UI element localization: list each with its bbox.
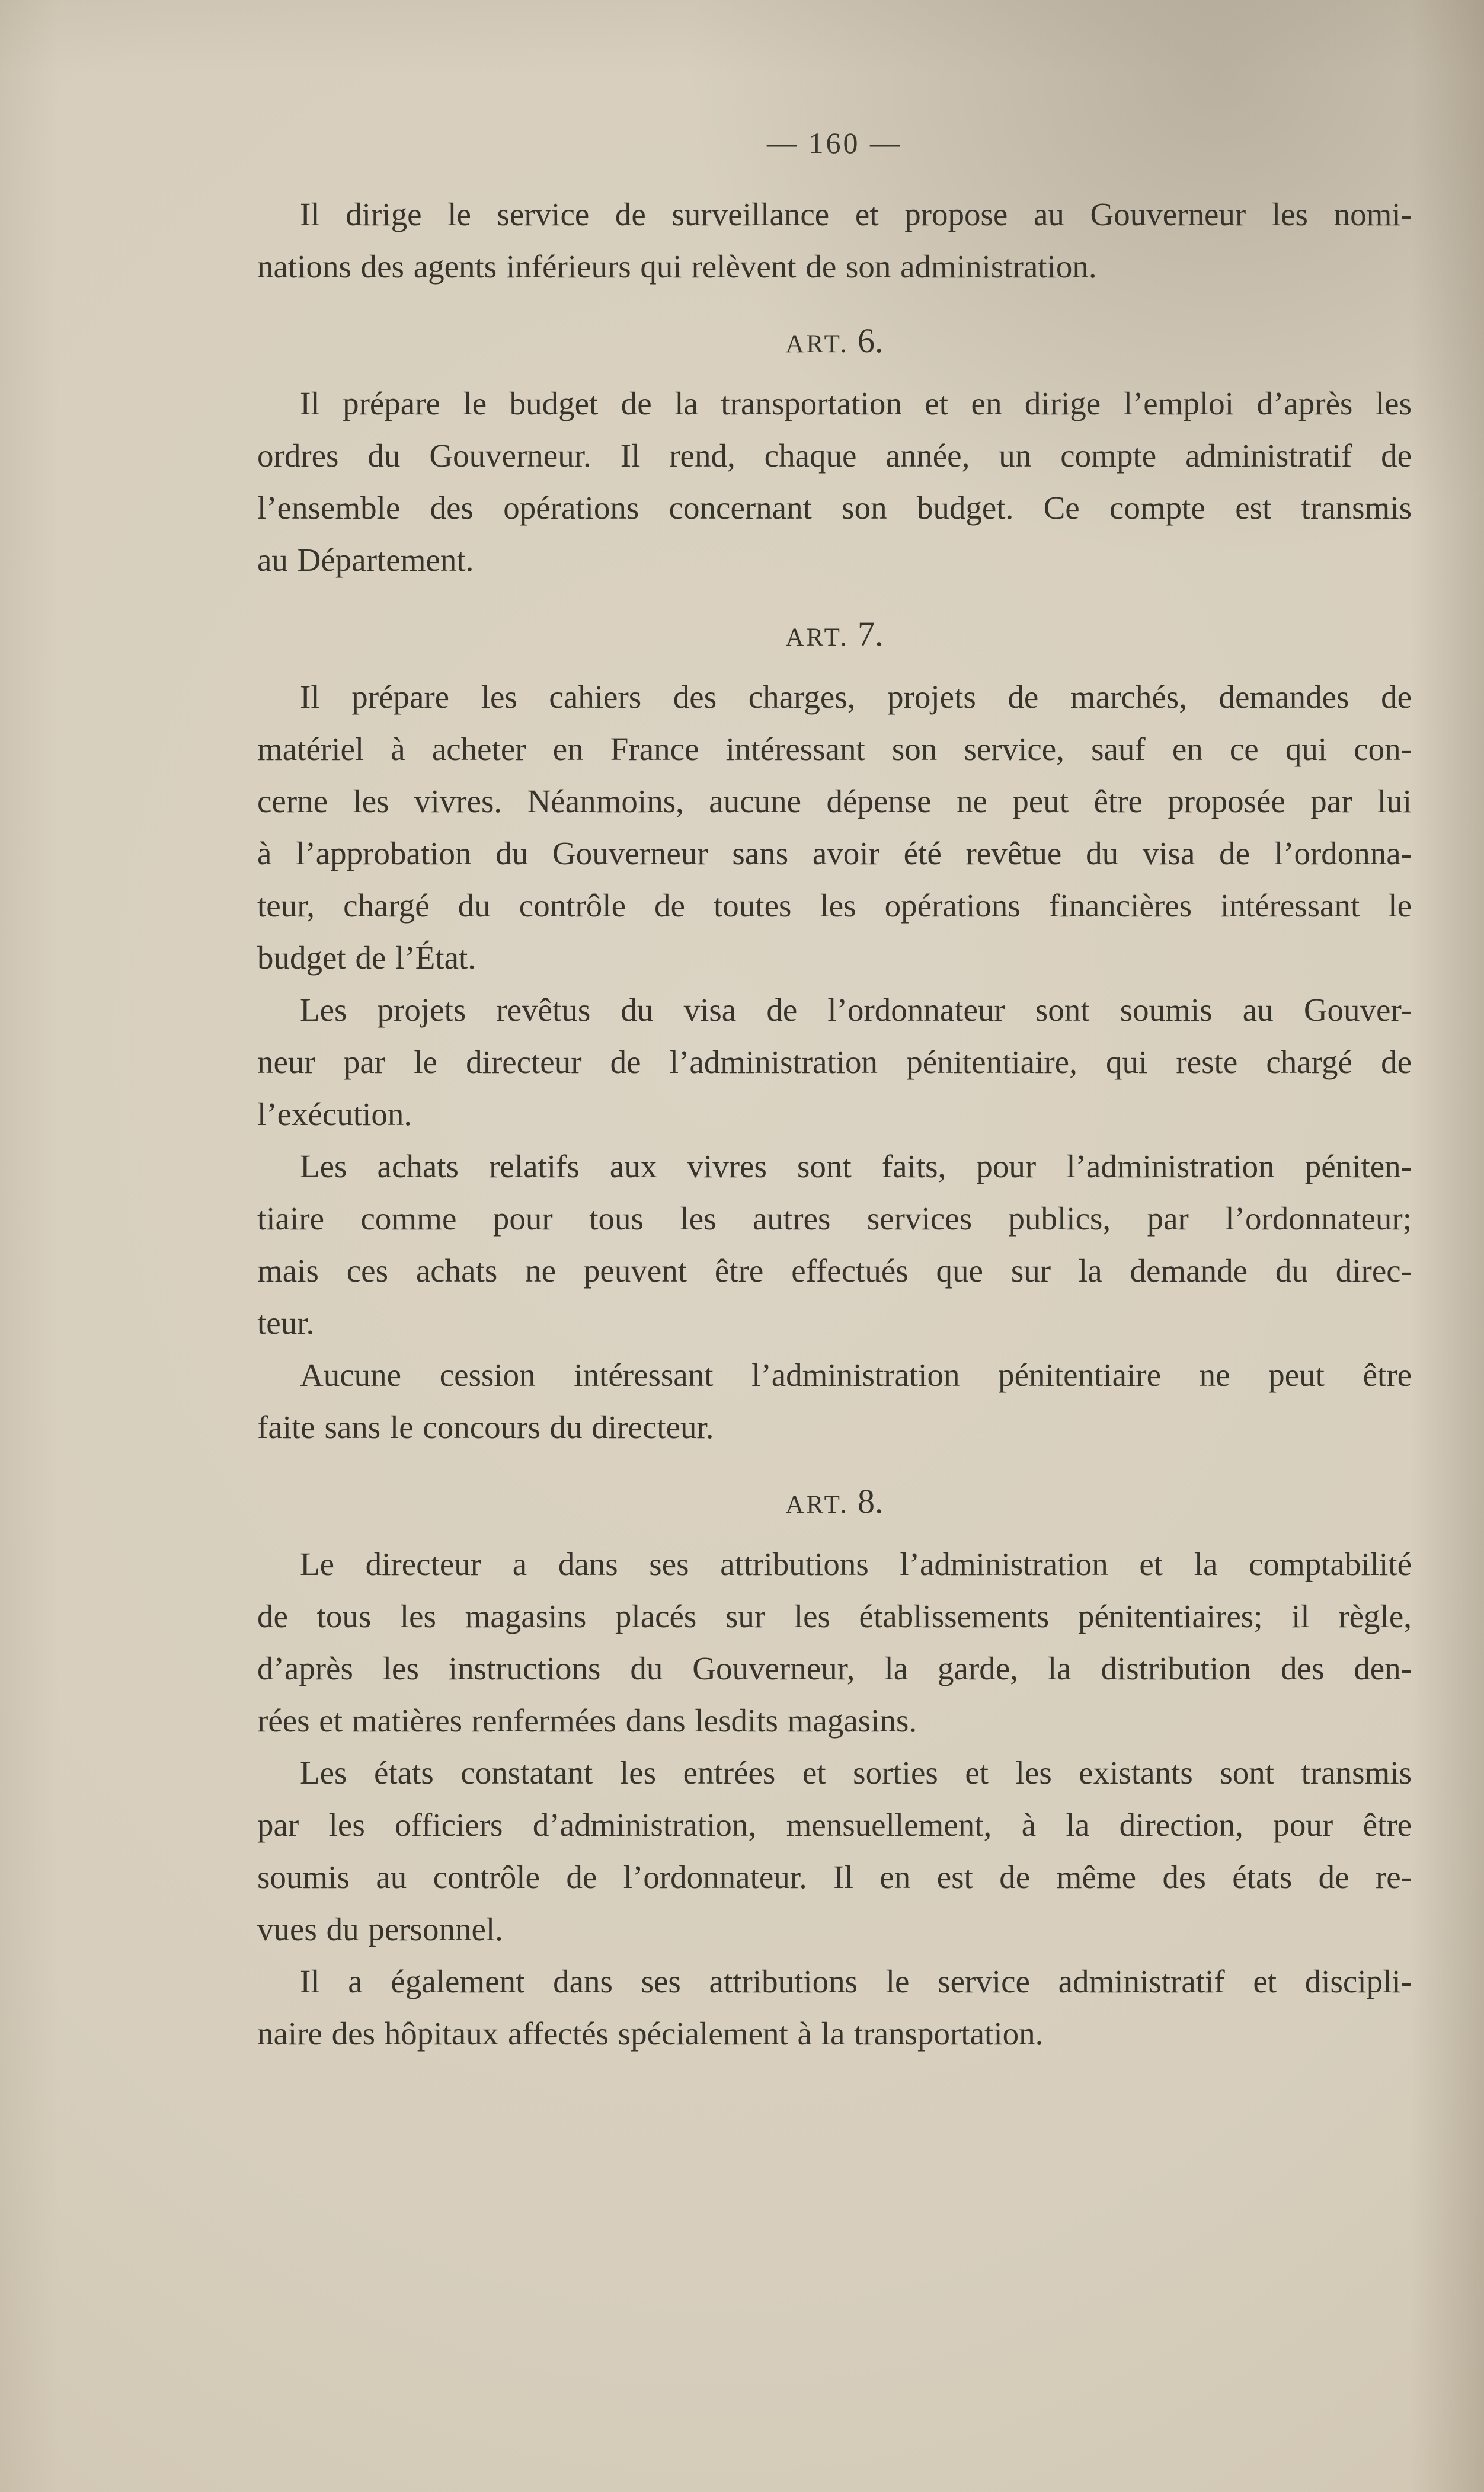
- paragraph: [257, 189, 1412, 293]
- text-line: Les états constatant les entrées et sorties et les existants sont transmis: [300, 1755, 1412, 1791]
- text-line: cerne les vivres. Néanmoins, aucune dépense ne peut être proposée par lui: [257, 783, 1412, 819]
- text-line: nations des agents inférieurs qui relèvent de son administration.: [257, 248, 1097, 285]
- text-line: ordres du Gouverneur. Il rend, chaque année, un compte administratif de: [257, 437, 1412, 474]
- paragraph: [257, 671, 1412, 984]
- text-line: Aucune cession intéressant l’administration pénitentiaire ne peut être: [300, 1357, 1412, 1393]
- paragraph: [257, 1349, 1412, 1453]
- text-line: Il prépare les cahiers des charges, projets de marchés, demandes de: [300, 679, 1412, 715]
- text-line: soumis au contrôle de l’ordonnateur. Il en est de même des états de re-: [257, 1859, 1412, 1895]
- text-column: [257, 189, 1412, 2060]
- text-line: d’après les instructions du Gouverneur, la garde, la distribution des den-: [257, 1650, 1412, 1686]
- text-line: neur par le directeur de l’administration pénitentiaire, qui reste chargé de: [257, 1044, 1412, 1080]
- paragraph: [257, 1140, 1412, 1349]
- text-line: Il a également dans ses attributions le service administratif et discipli-: [300, 1963, 1412, 1999]
- text-line: Il dirige le service de surveillance et propose au Gouverneur les nomi-: [300, 196, 1412, 232]
- paragraph: [257, 1538, 1412, 1747]
- text-line: mais ces achats ne peuvent être effectués que sur la demande du direc-: [257, 1253, 1412, 1289]
- article-label: ART.: [785, 330, 849, 358]
- text-line: faite sans le concours du directeur.: [257, 1409, 714, 1445]
- paragraph: [257, 1747, 1412, 1956]
- text-line: de tous les magasins placés sur les établissements pénitentiaires; il règle,: [257, 1598, 1412, 1634]
- text-line: l’ensemble des opérations concernant son budget. Ce compte est transmis: [257, 490, 1412, 526]
- text-line: Il prépare le budget de la transportation et en dirige l’emploi d’après les: [300, 385, 1412, 421]
- article-heading: [257, 614, 1412, 664]
- article-number: 8.: [849, 1482, 884, 1520]
- text-line: rées et matières renfermées dans lesdits magasins.: [257, 1702, 917, 1739]
- article-number: 7.: [849, 615, 884, 653]
- text-line: par les officiers d’administration, mensuellement, à la direction, pour être: [257, 1807, 1412, 1843]
- text-line: à l’approbation du Gouverneur sans avoir été revêtue du visa de l’ordonna-: [257, 835, 1412, 871]
- paragraph: [257, 984, 1412, 1140]
- page-number: — 160 —: [767, 126, 902, 159]
- text-line: au Département.: [257, 542, 474, 578]
- article-heading: [257, 1481, 1412, 1531]
- text-line: Les achats relatifs aux vivres sont faits, pour l’administration péniten-: [300, 1148, 1412, 1184]
- text-line: tiaire comme pour tous les autres services publics, par l’ordonnateur;: [257, 1200, 1412, 1237]
- article-heading: [257, 320, 1412, 370]
- text-line: Les projets revêtus du visa de l’ordonnateur sont soumis au Gouver-: [300, 992, 1412, 1028]
- text-line: naire des hôpitaux affectés spécialement à la transportation.: [257, 2015, 1044, 2052]
- text-line: l’exécution.: [257, 1096, 412, 1132]
- page-body: [257, 126, 1412, 2060]
- text-line: matériel à acheter en France intéressant son service, sauf en ce qui con-: [257, 731, 1412, 767]
- article-label: ART.: [785, 624, 849, 651]
- paragraph: [257, 378, 1412, 586]
- text-line: teur, chargé du contrôle de toutes les opérations financières intéressant le: [257, 887, 1412, 924]
- article-label: ART.: [785, 1491, 849, 1519]
- text-line: teur.: [257, 1305, 315, 1341]
- text-line: budget de l’État.: [257, 940, 476, 976]
- text-line: vues du personnel.: [257, 1911, 503, 1947]
- article-number: 6.: [849, 321, 884, 360]
- text-line: Le directeur a dans ses attributions l’administration et la comptabilité: [300, 1546, 1412, 1582]
- paragraph: [257, 1956, 1412, 2060]
